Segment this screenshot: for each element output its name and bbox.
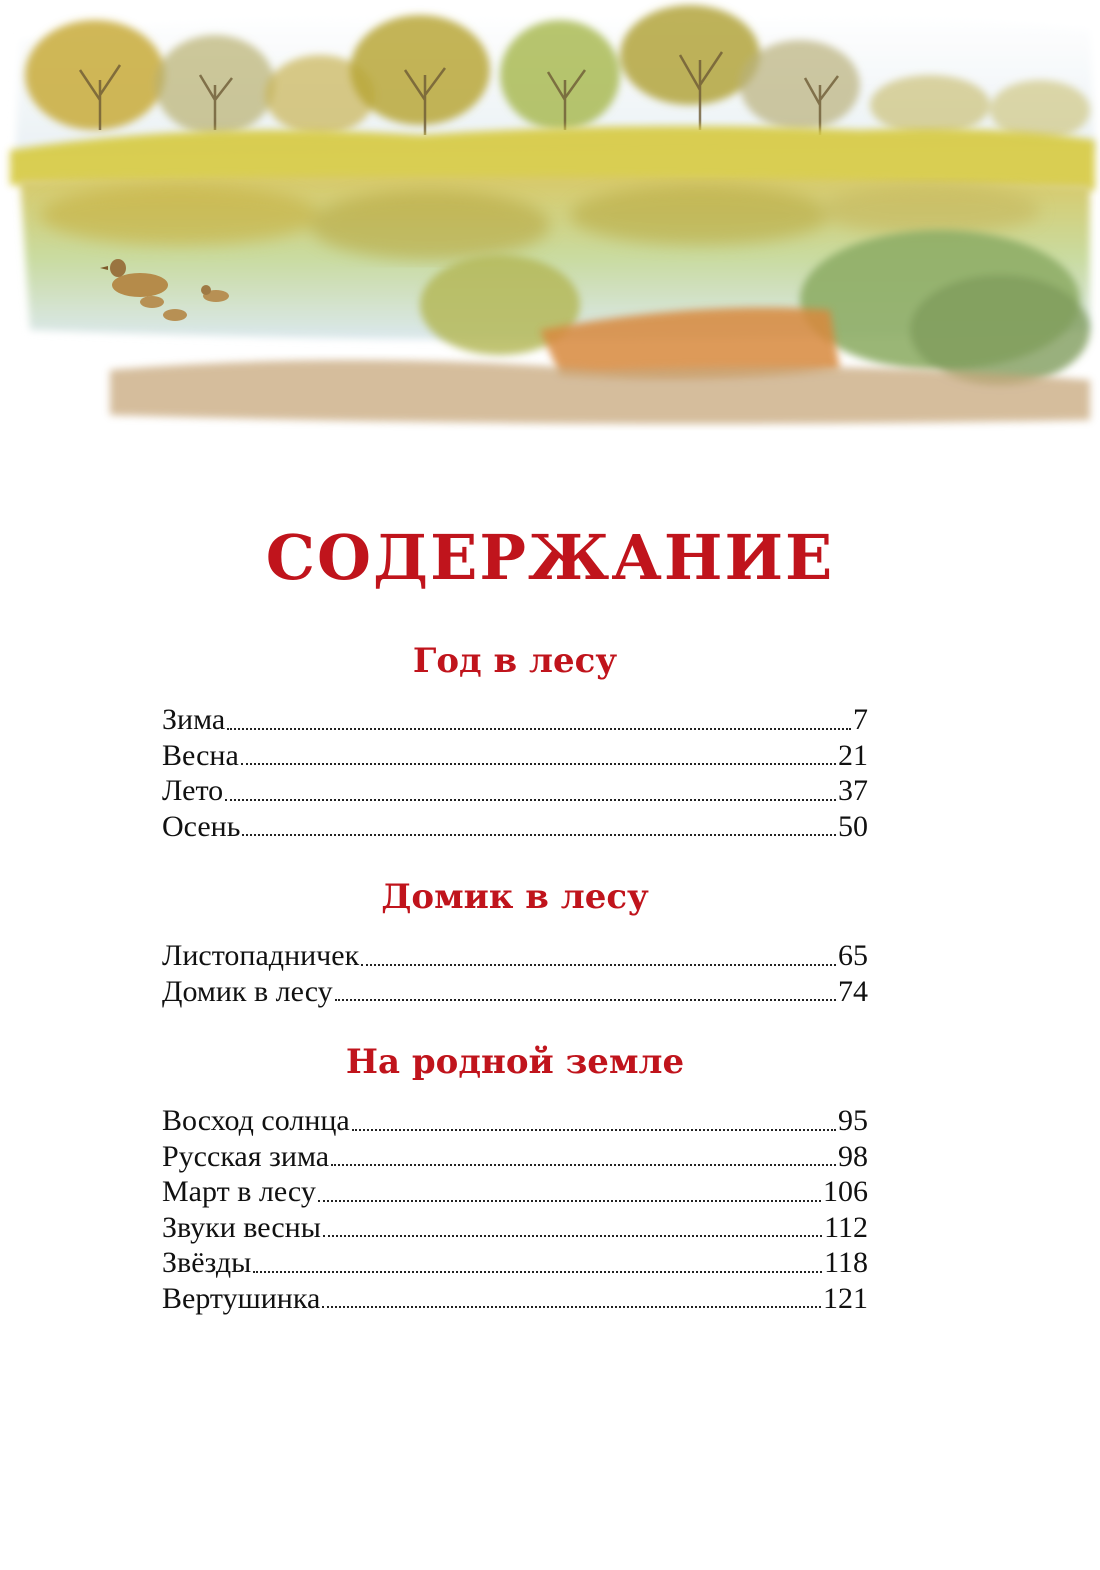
toc-entry-label: Русская зима [162, 1139, 330, 1173]
toc-entry-label: Вертушинка [162, 1281, 321, 1315]
page-title: СОДЕРЖАНИЕ [265, 521, 835, 594]
table-of-contents [162, 628, 868, 1344]
toc-section [162, 636, 868, 844]
toc-entry-page: 65 [838, 939, 868, 972]
toc-entry-label: Зима [162, 703, 226, 736]
dot-leader [227, 727, 851, 730]
toc-entry-page: 106 [823, 1175, 868, 1208]
toc-entry[interactable] [162, 974, 868, 1010]
toc-entry-label: Листопадничек [162, 939, 360, 972]
toc-entry-page: 121 [823, 1281, 868, 1315]
toc-entry-page: 7 [853, 703, 868, 736]
toc-entry-label: Март в лесу [162, 1175, 316, 1208]
toc-entry-label: Домик в лесу [162, 974, 333, 1008]
toc-section [162, 872, 868, 1009]
section-title: Год в лесу [412, 641, 618, 681]
dot-leader [335, 998, 836, 1001]
section-title: На родной земле [345, 1042, 685, 1082]
toc-entry[interactable] [162, 938, 868, 974]
toc-entry-page: 74 [838, 974, 868, 1008]
toc-entry[interactable] [162, 1174, 868, 1210]
toc-entry[interactable] [162, 809, 868, 845]
section-title: Домик в лесу [381, 877, 649, 917]
toc-entry-label: Звёзды [162, 1246, 252, 1279]
watercolor-landscape-illustration [0, 0, 1100, 440]
toc-entry[interactable] [162, 738, 868, 774]
toc-entry-page: 37 [838, 774, 868, 807]
toc-entry[interactable] [162, 1210, 868, 1246]
toc-entry[interactable] [162, 702, 868, 738]
toc-entry[interactable] [162, 1139, 868, 1175]
dot-leader [318, 1199, 821, 1202]
toc-entry-page: 118 [824, 1246, 868, 1279]
toc-entry[interactable] [162, 1103, 868, 1139]
toc-entry-page: 95 [838, 1104, 868, 1137]
dot-leader [322, 1305, 821, 1308]
dot-leader [253, 1270, 822, 1273]
toc-entry-page: 21 [838, 738, 868, 772]
toc-section [162, 1037, 868, 1316]
toc-entry[interactable] [162, 773, 868, 809]
toc-entry-page: 98 [838, 1139, 868, 1173]
toc-entry-label: Осень [162, 809, 241, 843]
dot-leader [241, 762, 836, 765]
dot-leader [331, 1163, 836, 1166]
toc-entry-page: 50 [838, 809, 868, 843]
toc-entry-label: Весна [162, 738, 239, 772]
toc-entry[interactable] [162, 1281, 868, 1317]
dot-leader [323, 1234, 822, 1237]
toc-entry[interactable] [162, 1245, 868, 1281]
toc-entry-label: Лето [162, 774, 224, 807]
dot-leader [225, 798, 836, 801]
toc-entry-page: 112 [824, 1210, 868, 1244]
toc-entry-label: Звуки весны [162, 1210, 321, 1244]
dot-leader [352, 1128, 836, 1131]
toc-entry-label: Восход солнца [162, 1104, 350, 1137]
dot-leader [242, 833, 836, 836]
dot-leader [361, 963, 836, 966]
